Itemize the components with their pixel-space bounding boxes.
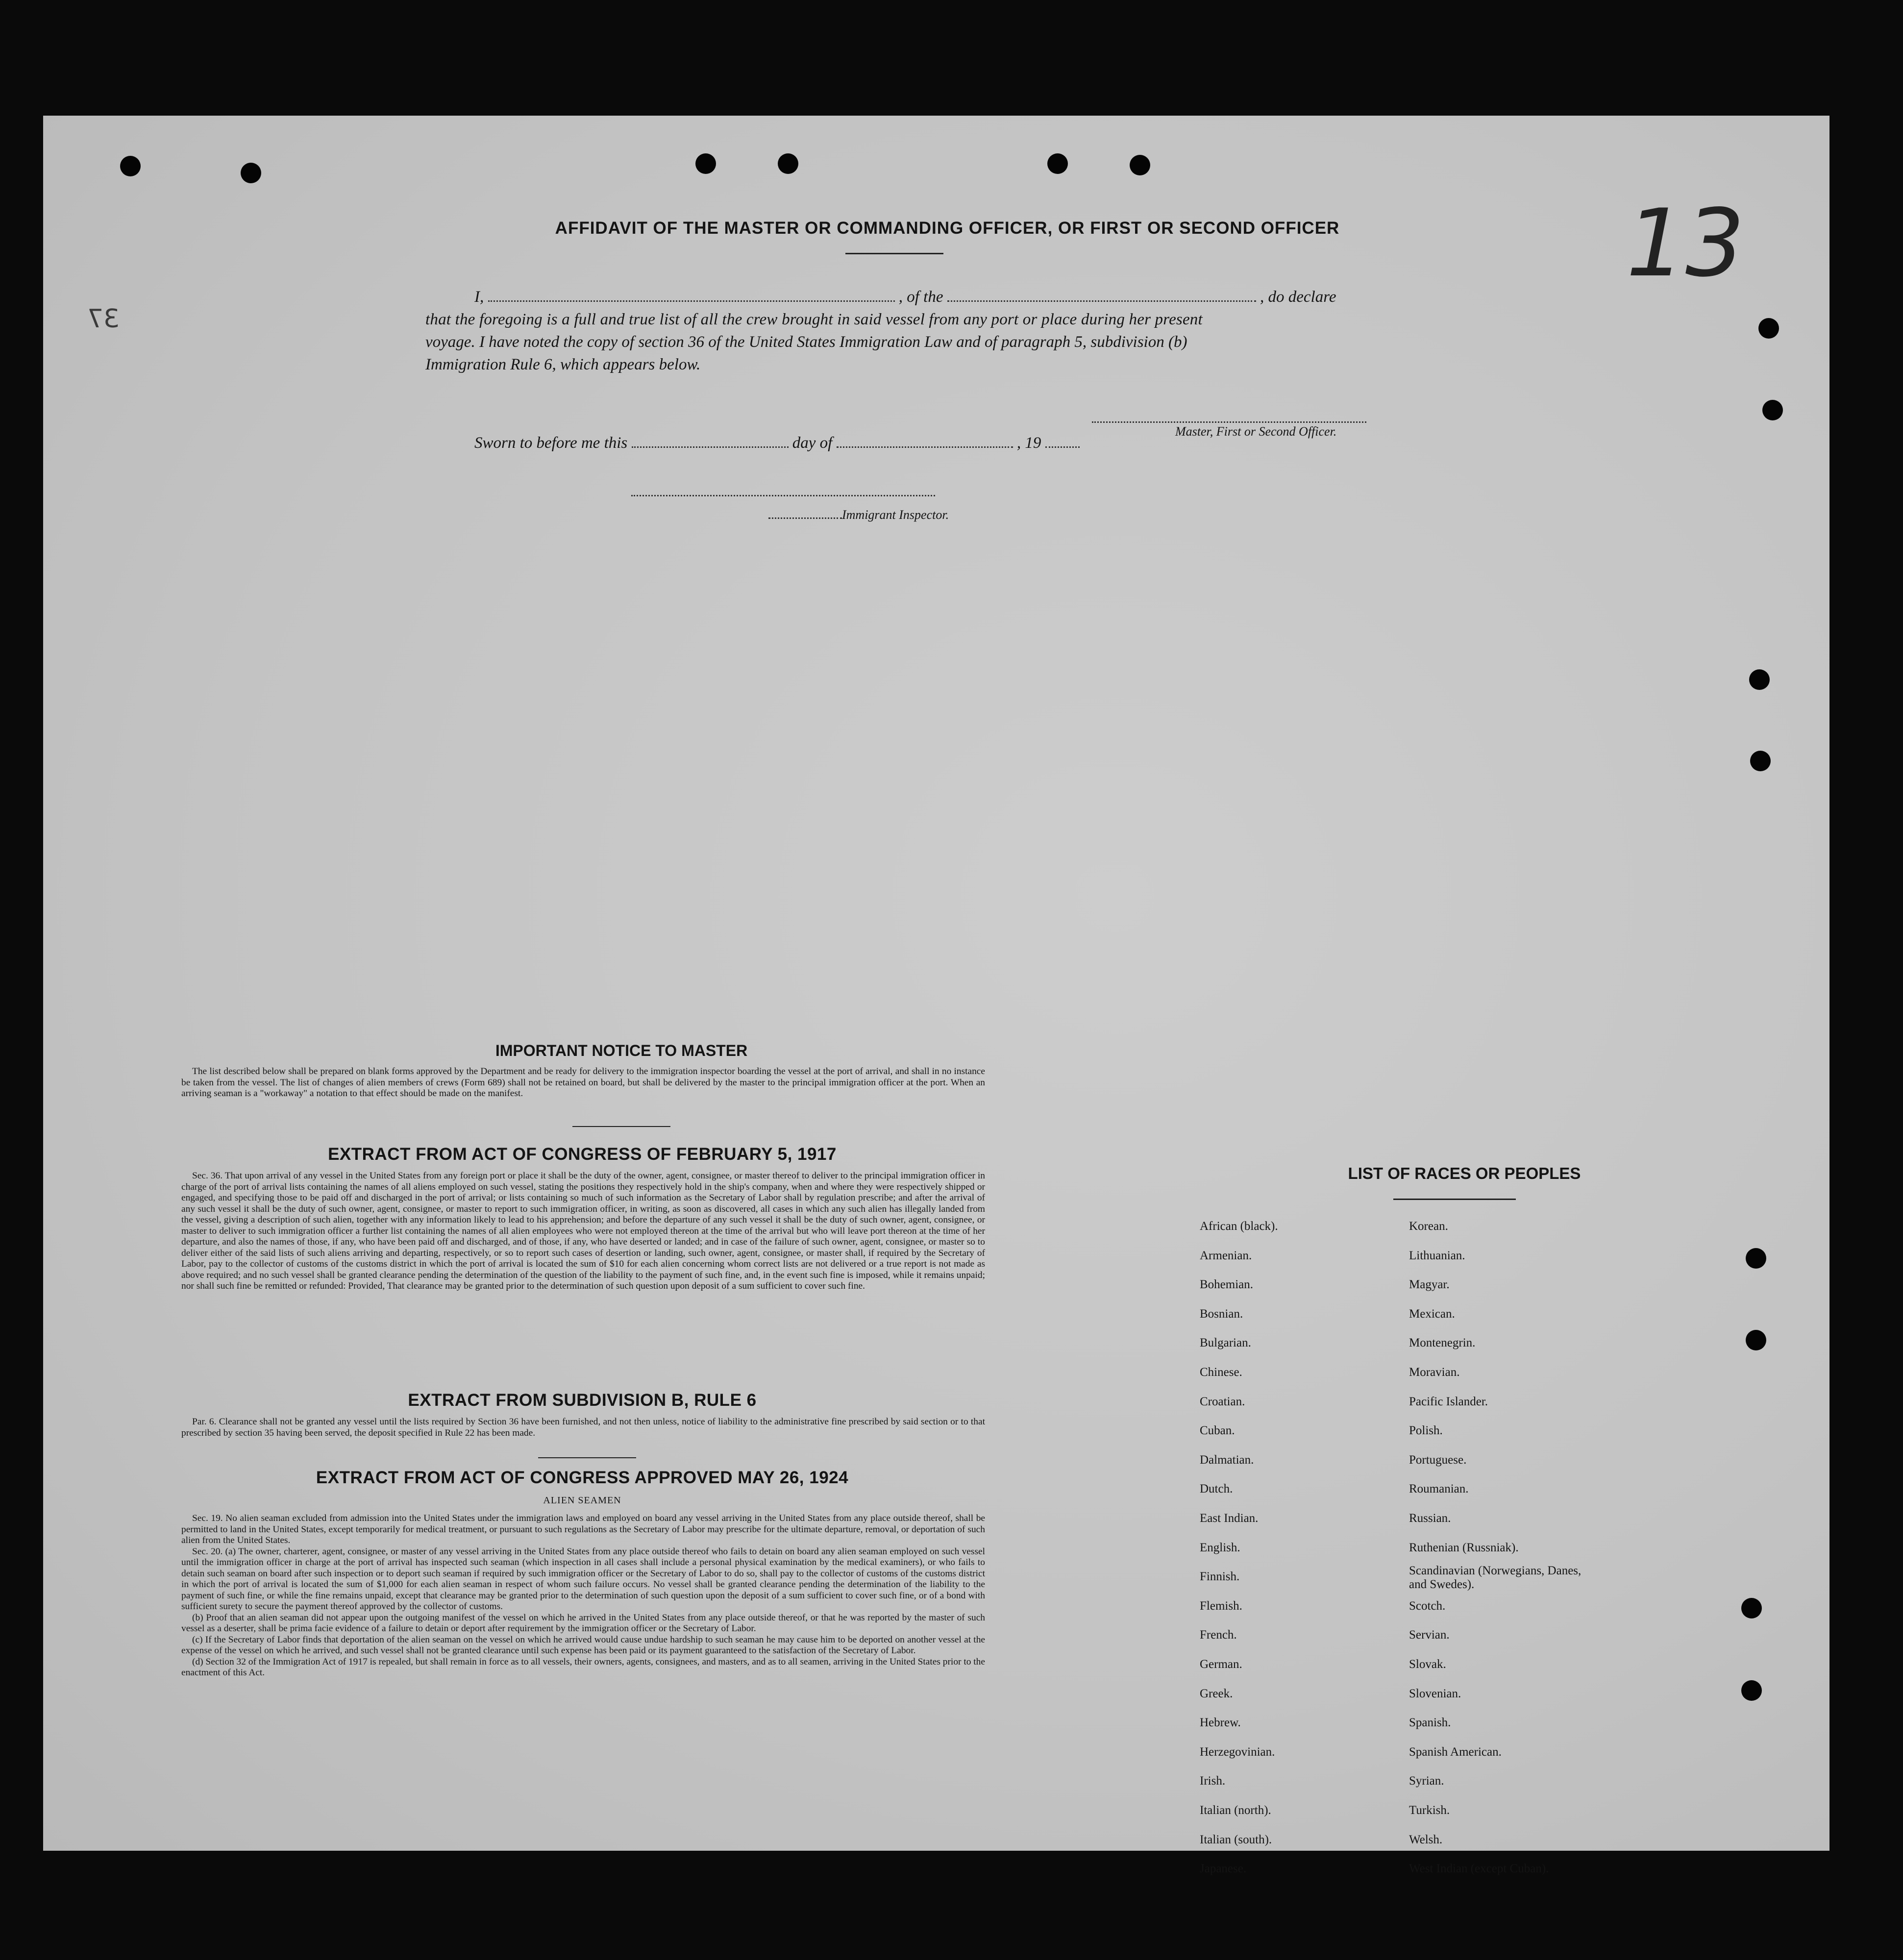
- race-item: Irish.: [1200, 1774, 1226, 1788]
- notice-divider: [572, 1126, 670, 1127]
- master-signature-line[interactable]: [1092, 410, 1366, 423]
- extract-rule6-title: EXTRACT FROM SUBDIVISION B, RULE 6: [408, 1391, 757, 1410]
- race-item: Italian (south).: [1200, 1833, 1272, 1846]
- punch-hole: [1746, 1248, 1766, 1269]
- vessel-blank[interactable]: [947, 289, 1256, 302]
- race-item: Greek.: [1200, 1687, 1233, 1700]
- page-number-mark: 37: [87, 304, 120, 334]
- handwritten-folio-mark: 13: [1626, 189, 1745, 297]
- race-item: Pacific Islander.: [1409, 1395, 1488, 1408]
- race-item: Korean.: [1409, 1220, 1448, 1233]
- extract-1924-body: Sec. 19. No alien seaman excluded from admission into the United States under the immigration laws and employed on board any vessel arriving in the United States from any place outside thereof, shall be permitted to land in the United States, except temporarily for medical treatment, or pursuant to such regulations as the Secretary of Labor may prescribe for the ultimate departure, removal, or deportation of such alien from the United States. Sec. 20. (a) The owner, charterer, agent, consignee, or master of any vessel arriving in the United States from any place outside thereof who fails to detain on board any alien seaman employed on such vessel until the immigration officer in charge at the port of arrival has inspected such seaman (which inspection in all cases shall include a personal physical examination by the medical examiners), or who fails to detain such seaman on board after such inspection or to deport such seaman if required by such immigration officer or the Secretary of Labor to do so, shall pay to the collector of customs of the customs district in which the port of arrival is located the sum of $1,000 for each alien seaman in respect of whom such failure occurs. No vessel shall be granted clearance pending the determination of the liability to the payment of such fine, or while the fine remains unpaid, except that clearance may be granted prior to the determination of such question upon the deposit of a sum sufficient to cover such fine, or of a bond with sufficient surety to secure the payment thereof approved by the collector of customs. (b) Proof that an alien seaman did not appear upon the outgoing manifest of the vessel on which he arrived in the United States from any place outside thereof, or that he was reported by the master of such vessel as a deserter, shall be prima facie evidence of a failure to detain or deport after requirement by the immigration officer or the Secretary of Labor. (c) If the Secretary of Labor finds that deportation of the alien seaman on the vessel on which he arrived would cause undue hardship to such seaman he may cause him to be deported on another vessel at the expense of the vessel on which he arrived, and such vessel shall not be granted clearance until such expense has been paid or its payment guaranteed to the satisfaction of the Secretary of Labor. (d) Section 32 of the Immigration Act of 1917 is repealed, but shall remain in force as to all vessels, their owners, agents, consignees, and masters, and as to all seamen, arriving in the United States prior to the enactment of this Act.: [181, 1513, 985, 1678]
- race-item: Chinese.: [1200, 1366, 1242, 1379]
- punch-hole: [241, 163, 261, 183]
- race-item: Cuban.: [1200, 1424, 1235, 1438]
- race-item: Turkish.: [1409, 1804, 1450, 1817]
- affidavit-line-4: Immigration Rule 6, which appears below.: [425, 356, 701, 373]
- extract-1924-title: EXTRACT FROM ACT OF CONGRESS APPROVED MAY 26, 1924: [316, 1468, 849, 1487]
- punch-hole: [120, 156, 141, 176]
- sworn-month-blank[interactable]: [837, 435, 1013, 448]
- race-item: Hebrew.: [1200, 1716, 1241, 1730]
- punch-hole: [1758, 318, 1779, 339]
- race-item: West Indian (except Cuban).: [1409, 1862, 1549, 1876]
- affidavit-title: AFFIDAVIT OF THE MASTER OR COMMANDING OFFICER, OR FIRST OR SECOND OFFICER: [555, 219, 1340, 238]
- title-divider: [845, 253, 943, 254]
- race-item: Bosnian.: [1200, 1307, 1243, 1321]
- race-item: Welsh.: [1409, 1833, 1443, 1846]
- race-item: Croatian.: [1200, 1395, 1245, 1408]
- race-item: African (black).: [1200, 1220, 1278, 1233]
- affidavit-line-1: I, , of the , do declare: [474, 288, 1336, 306]
- punch-hole: [1741, 1598, 1762, 1618]
- punch-hole: [778, 153, 798, 174]
- race-item: Flemish.: [1200, 1599, 1242, 1613]
- inspector-caption: Immigrant Inspector.: [768, 508, 949, 522]
- race-item: Portuguese.: [1409, 1453, 1467, 1467]
- affidavit-line-3: voyage. I have noted the copy of section 36 of the United States Immigration Law and of paragraph 5, subdivision (b): [425, 333, 1187, 351]
- races-title: LIST OF RACES OR PEOPLES: [1348, 1164, 1581, 1182]
- rule6-divider: [538, 1457, 636, 1458]
- punch-hole: [1746, 1330, 1766, 1350]
- race-item: English.: [1200, 1541, 1240, 1554]
- race-item: Japanese.: [1200, 1862, 1247, 1876]
- race-item: Bulgarian.: [1200, 1336, 1251, 1350]
- race-item: Scandinavian (Norwegians, Danes, and Swedes).: [1409, 1564, 1582, 1592]
- punch-hole: [695, 153, 716, 174]
- race-item: Finnish.: [1200, 1570, 1240, 1584]
- race-item: Montenegrin.: [1409, 1336, 1476, 1350]
- race-item: Ruthenian (Russniak).: [1409, 1541, 1519, 1554]
- extract-rule6-body: Par. 6. Clearance shall not be granted any vessel until the lists required by Section 36 have been furnished, and not then unless, notice of liability to the administrative fine prescribed by said section or to that prescribed by section 35 having been served, the deposit specified in Rule 22 has been made.: [181, 1417, 985, 1438]
- race-item: Spanish.: [1409, 1716, 1451, 1730]
- affidavit-line-2: that the foregoing is a full and true list of all the crew brought in said vessel from any port or place during her present: [425, 311, 1203, 328]
- sworn-day-blank[interactable]: [632, 435, 789, 448]
- punch-hole: [1130, 155, 1150, 175]
- notice-title: IMPORTANT NOTICE TO MASTER: [495, 1042, 748, 1059]
- race-item: Dalmatian.: [1200, 1453, 1254, 1467]
- race-item: Lithuanian.: [1409, 1249, 1465, 1262]
- race-item: Herzegovinian.: [1200, 1745, 1275, 1759]
- punch-hole: [1750, 751, 1771, 771]
- race-item: East Indian.: [1200, 1512, 1259, 1525]
- race-item: Scotch.: [1409, 1599, 1446, 1613]
- name-blank[interactable]: [488, 289, 895, 302]
- race-item: Slovak.: [1409, 1658, 1446, 1671]
- race-item: Bohemian.: [1200, 1278, 1254, 1292]
- punch-hole: [1047, 153, 1068, 174]
- punch-hole: [1749, 669, 1770, 690]
- extract-1917-title: EXTRACT FROM ACT OF CONGRESS OF FEBRUARY 5, 1917: [328, 1145, 837, 1164]
- race-item: Polish.: [1409, 1424, 1443, 1438]
- races-divider: [1393, 1199, 1516, 1200]
- race-item: Syrian.: [1409, 1774, 1444, 1788]
- race-item: Russian.: [1409, 1512, 1451, 1525]
- sworn-year-blank[interactable]: [1045, 435, 1080, 448]
- race-item: Armenian.: [1200, 1249, 1252, 1262]
- inspector-signature-line[interactable]: [631, 483, 935, 496]
- sworn-line: Sworn to before me this day of , 19: [474, 434, 1080, 452]
- extract-1924-subtitle: ALIEN SEAMEN: [543, 1495, 621, 1506]
- race-item: Slovenian.: [1409, 1687, 1461, 1700]
- punch-hole: [1741, 1680, 1762, 1701]
- race-item: Mexican.: [1409, 1307, 1455, 1321]
- race-item: French.: [1200, 1628, 1237, 1642]
- notice-body: The list described below shall be prepared on blank forms approved by the Department and be ready for delivery to the immigration inspector boarding the vessel at the port of arrival, and shall in no instance be taken from the vessel. The list of changes of alien members of crews (Form 689) shall not be retained on board, but shall be delivered by the master to the principal immigration officer at the port. When an arriving seaman is a "workaway" a notation to that effect should be made on the manifest.: [181, 1066, 985, 1099]
- race-item: Spanish American.: [1409, 1745, 1502, 1759]
- punch-hole: [1762, 400, 1783, 420]
- race-item: Moravian.: [1409, 1366, 1460, 1379]
- race-item: Magyar.: [1409, 1278, 1450, 1292]
- race-item: Dutch.: [1200, 1482, 1233, 1496]
- race-item: Roumanian.: [1409, 1482, 1469, 1496]
- document-sheet: [43, 116, 1829, 1876]
- race-item: Italian (north).: [1200, 1804, 1271, 1817]
- race-item: German.: [1200, 1658, 1242, 1671]
- extract-1917-body: Sec. 36. That upon arrival of any vessel in the United States from any foreign port or place it shall be the duty of the owner, agent, consignee, or master thereof to deliver to the principal immigration officer in charge of the port of arrival lists containing the names of all aliens employed on such vessel, stating the positions they respectively hold in the ship's company, when and where they were respectively shipped or engaged, and specifying those to be paid off and discharged in the port of arrival; or lists containing so much of such information as the Secretary of Labor shall by regulation prescribe; and after the arrival of any such vessel it shall be the duty of such owner, agent, consignee, or master to report to such immigration officer, in writing, as soon as discovered, all cases in which any such alien has illegally landed from the vessel, giving a description of such alien, together with any information likely to lead to his apprehension; and before the departure of any such vessel it shall be the duty of such owner, agent, consignee, or master to deliver to such immigration officer a further list containing the names of all alien employees who were not employed thereon at the time of the arrival but who will leave port thereon at the time of her departure, and also the names of those, if any, who have been paid off and discharged, and of those, if any, who have deserted or landed; and in case of the failure of such owner, agent, consignee, or master so to deliver either of the said lists of such aliens arriving and departing, respectively, or so to report such cases of desertion or landing, such owner, agent, consignee, or master shall, if required by the Secretary of Labor, pay to the collector of customs of the customs district in which the port of arrival is located the sum of $10 for each alien concerning whom correct lists are not delivered or a true report is not made as above required; and no such vessel shall be granted clearance pending the determination of the question of the liability to the payment of such fine, and, in the event such fine is imposed, while it remains unpaid; nor shall such fine be remitted or refunded: Provided, That clearance may be granted prior to the determination of such question upon deposit of a sum sufficient to cover such fine.: [181, 1171, 985, 1291]
- race-item: Servian.: [1409, 1628, 1450, 1642]
- master-caption: Master, First or Second Officer.: [1175, 424, 1337, 439]
